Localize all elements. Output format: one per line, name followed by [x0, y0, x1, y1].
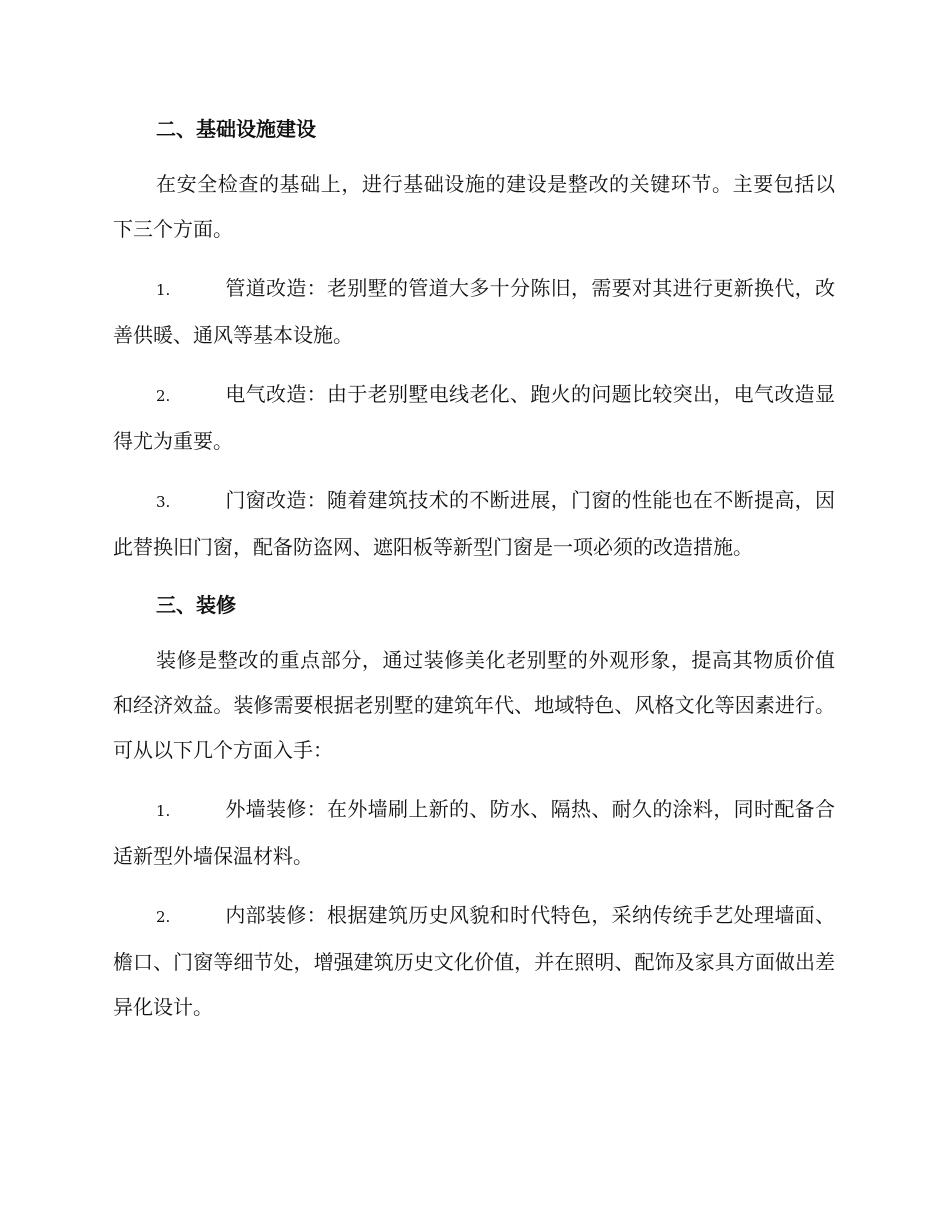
list-item [113, 266, 835, 358]
list-number: 3. [156, 493, 171, 511]
list-text: 电气改造：由于老别墅电线老化、跑火的问题比较突出，电气改造显得尤为重要。 [113, 382, 835, 453]
section-intro: 在安全检查的基础上，进行基础设施的建设是整改的关键环节。主要包括以下三个方面。 [113, 172, 835, 241]
list-number: 1. [156, 281, 171, 299]
list-text: 内部装修：根据建筑历史风貌和时代特色，采纳传统手艺处理墙面、檐口、门窗等细节处，增强建筑历史文化价值，并在照明、配饰及家具方面做出差异化设计。 [113, 903, 835, 1019]
list-item [113, 893, 835, 1030]
list-number: 1. [156, 802, 171, 820]
list-text: 管道改造：老别墅的管道大多十分陈旧，需要对其进行更新换代，改善供暖、通风等基本设施。 [113, 276, 835, 347]
document-body [113, 112, 835, 1044]
section-infrastructure [113, 112, 835, 570]
section-heading: 二、基础设施建设 [156, 117, 316, 141]
list-text: 外墙装修：在外墙刷上新的、防水、隔热、耐久的涂料，同时配备合适新型外墙保温材料。 [113, 797, 835, 868]
list-number: 2. [156, 908, 171, 926]
section-decoration [113, 588, 835, 1030]
list-item [113, 787, 835, 879]
list-text: 门窗改造：随着建筑技术的不断进展，门窗的性能也在不断提高，因此替换旧门窗，配备防盗网、遮阳板等新型门窗是一项必须的改造措施。 [113, 488, 835, 559]
section-intro: 装修是整改的重点部分，通过装修美化老别墅的外观形象，提高其物质价值和经济效益。装修需要根据老别墅的建筑年代、地域特色、风格文化等因素进行。可从以下几个方面入手： [113, 648, 835, 762]
section-heading: 三、装修 [156, 593, 236, 617]
list-item [113, 478, 835, 570]
list-number: 2. [156, 387, 171, 405]
list-item [113, 372, 835, 464]
